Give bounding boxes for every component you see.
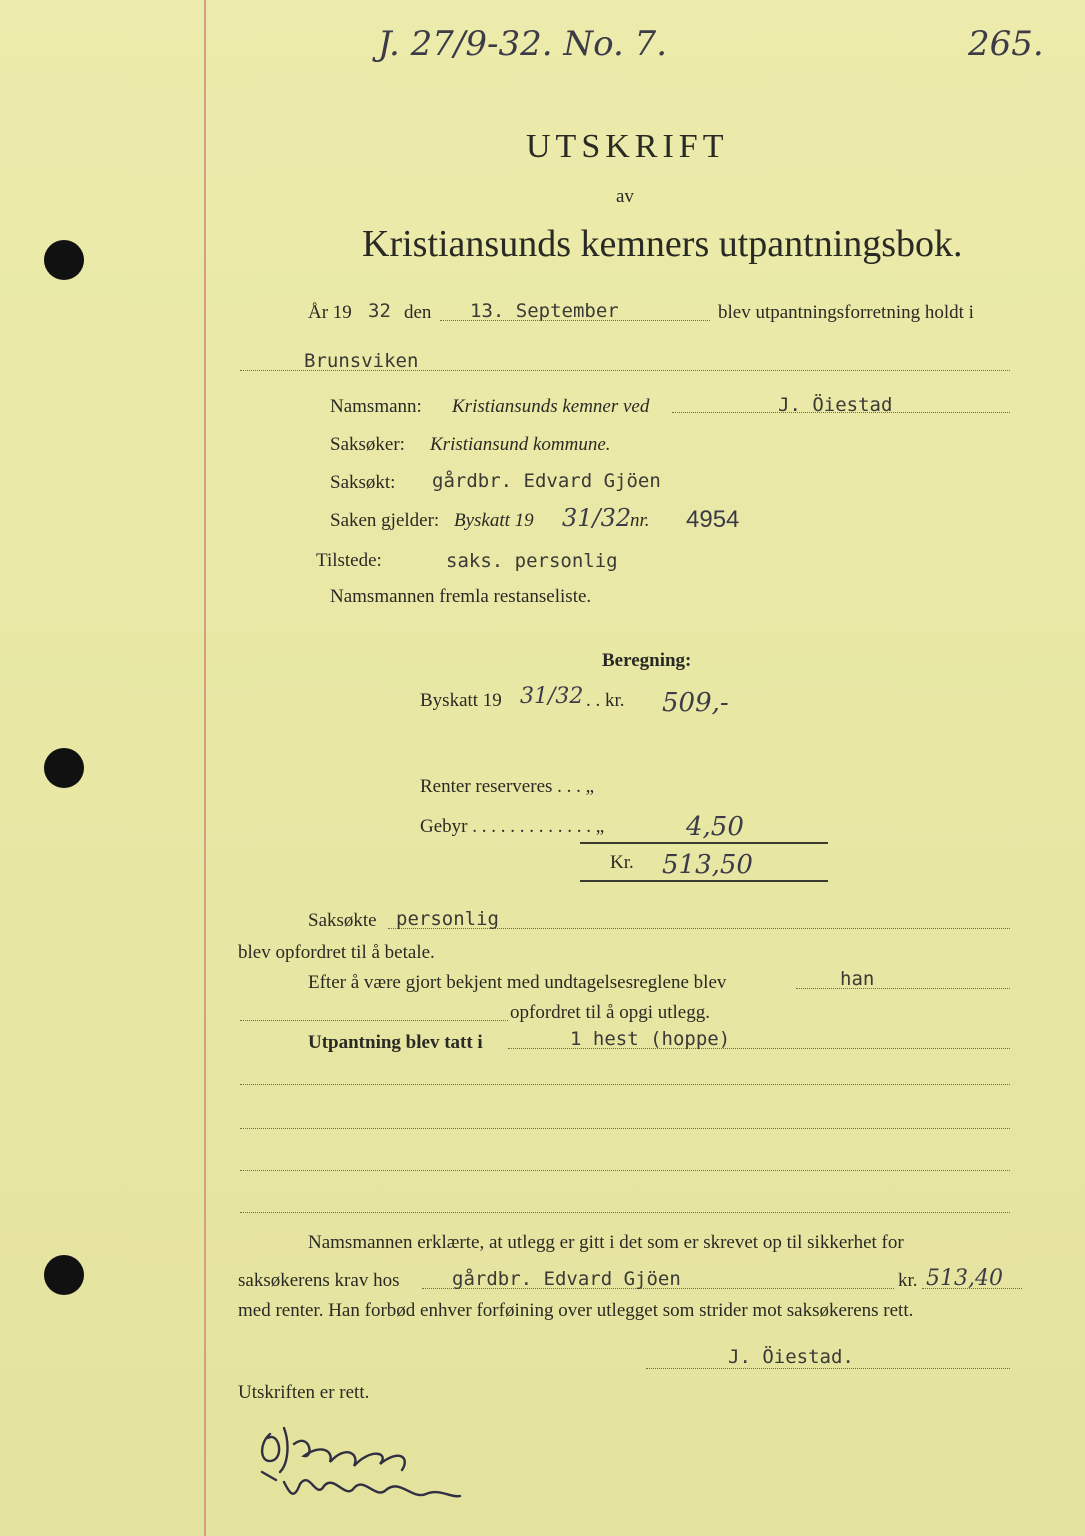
efter-text: Efter å være gjort bekjent med undtagelsesreglene blev <box>308 972 727 993</box>
title-av: av <box>616 186 634 207</box>
saksokt-value: gårdbr. Edvard Gjöen <box>432 470 661 492</box>
opfordret-text: blev opfordret til å betale. <box>238 942 435 963</box>
gebyr-label: Gebyr . . . . . . . . . . . . . „ <box>420 816 605 837</box>
utpantning-label: Utpantning blev tatt i <box>308 1032 483 1053</box>
byskatt-amount: 509,- <box>662 688 729 718</box>
punch-hole <box>44 748 84 788</box>
total-label: Kr. <box>610 852 634 873</box>
footer-rett: Utskriften er rett. <box>238 1382 370 1403</box>
saken-nr: 4954 <box>686 506 740 533</box>
renter-label: Renter reserveres . . . „ <box>420 776 595 797</box>
total-amount: 513,50 <box>662 850 753 880</box>
closing-amount: 513,40 <box>926 1266 1003 1291</box>
fremla-text: Namsmannen fremla restanseliste. <box>330 586 592 607</box>
saken-year: 31/32 <box>562 504 632 532</box>
closing-line1: Namsmannen erklærte, at utlegg er gitt i det som er skrevet op til sikkerhet for <box>308 1232 904 1253</box>
saksokte-label: Saksøkte <box>308 910 377 931</box>
beregning-heading: Beregning: <box>602 650 692 671</box>
document-title: UTSKRIFT <box>526 128 729 165</box>
signature-name: J. Öiestad. <box>728 1346 854 1368</box>
closing-line3: med renter. Han forbød enhver forføining over utlegget som strider mot saksøkerens rett. <box>238 1300 914 1321</box>
date-value: 13. September <box>470 300 619 322</box>
closing-kr: kr. <box>898 1270 918 1291</box>
namsmann-name: J. Öiestad <box>778 394 893 416</box>
closing-line2-pre: saksøkerens krav hos <box>238 1270 400 1291</box>
opgi-text: opfordret til å opgi utlegg. <box>510 1002 710 1023</box>
page-number: 265. <box>968 24 1044 64</box>
saken-value: Byskatt 19 <box>454 510 534 531</box>
saksoker-value: Kristiansund kommune. <box>430 434 611 455</box>
efter-value: han <box>840 968 875 990</box>
utpantning-value: 1 hest (hoppe) <box>570 1028 731 1050</box>
handwritten-signature <box>250 1414 500 1514</box>
saken-nr-label: nr. <box>630 510 650 531</box>
byskatt-year: 31/32 <box>520 684 584 709</box>
closing-name: gårdbr. Edvard Gjöen <box>452 1268 681 1290</box>
document-subtitle: Kristiansunds kemners utpantningsbok. <box>362 223 963 265</box>
punch-hole <box>44 240 84 280</box>
place-value: Brunsviken <box>304 350 419 372</box>
intro-tail: blev utpantningsforretning holdt i <box>718 302 974 323</box>
saken-label: Saken gjelder: <box>330 510 440 531</box>
byskatt-kr: . . kr. <box>586 690 625 711</box>
year-value: 32 <box>368 300 391 322</box>
header-note: J. 27/9-32. No. 7. <box>378 24 667 64</box>
ar-label: År 19 <box>308 302 352 323</box>
namsmann-label: Namsmann: <box>330 396 422 417</box>
punch-hole <box>44 1255 84 1295</box>
namsmann-value: Kristiansunds kemner ved <box>452 396 650 417</box>
tilstede-label: Tilstede: <box>316 550 382 571</box>
tilstede-value: saks. personlig <box>446 550 618 572</box>
gebyr-amount: 4,50 <box>686 812 744 842</box>
saksokt-label: Saksøkt: <box>330 472 396 493</box>
byskatt-label: Byskatt 19 <box>420 690 502 711</box>
den-label: den <box>404 302 432 323</box>
saksoker-label: Saksøker: <box>330 434 405 455</box>
saksokte-value: personlig <box>396 908 499 930</box>
margin-rule <box>204 0 206 1536</box>
